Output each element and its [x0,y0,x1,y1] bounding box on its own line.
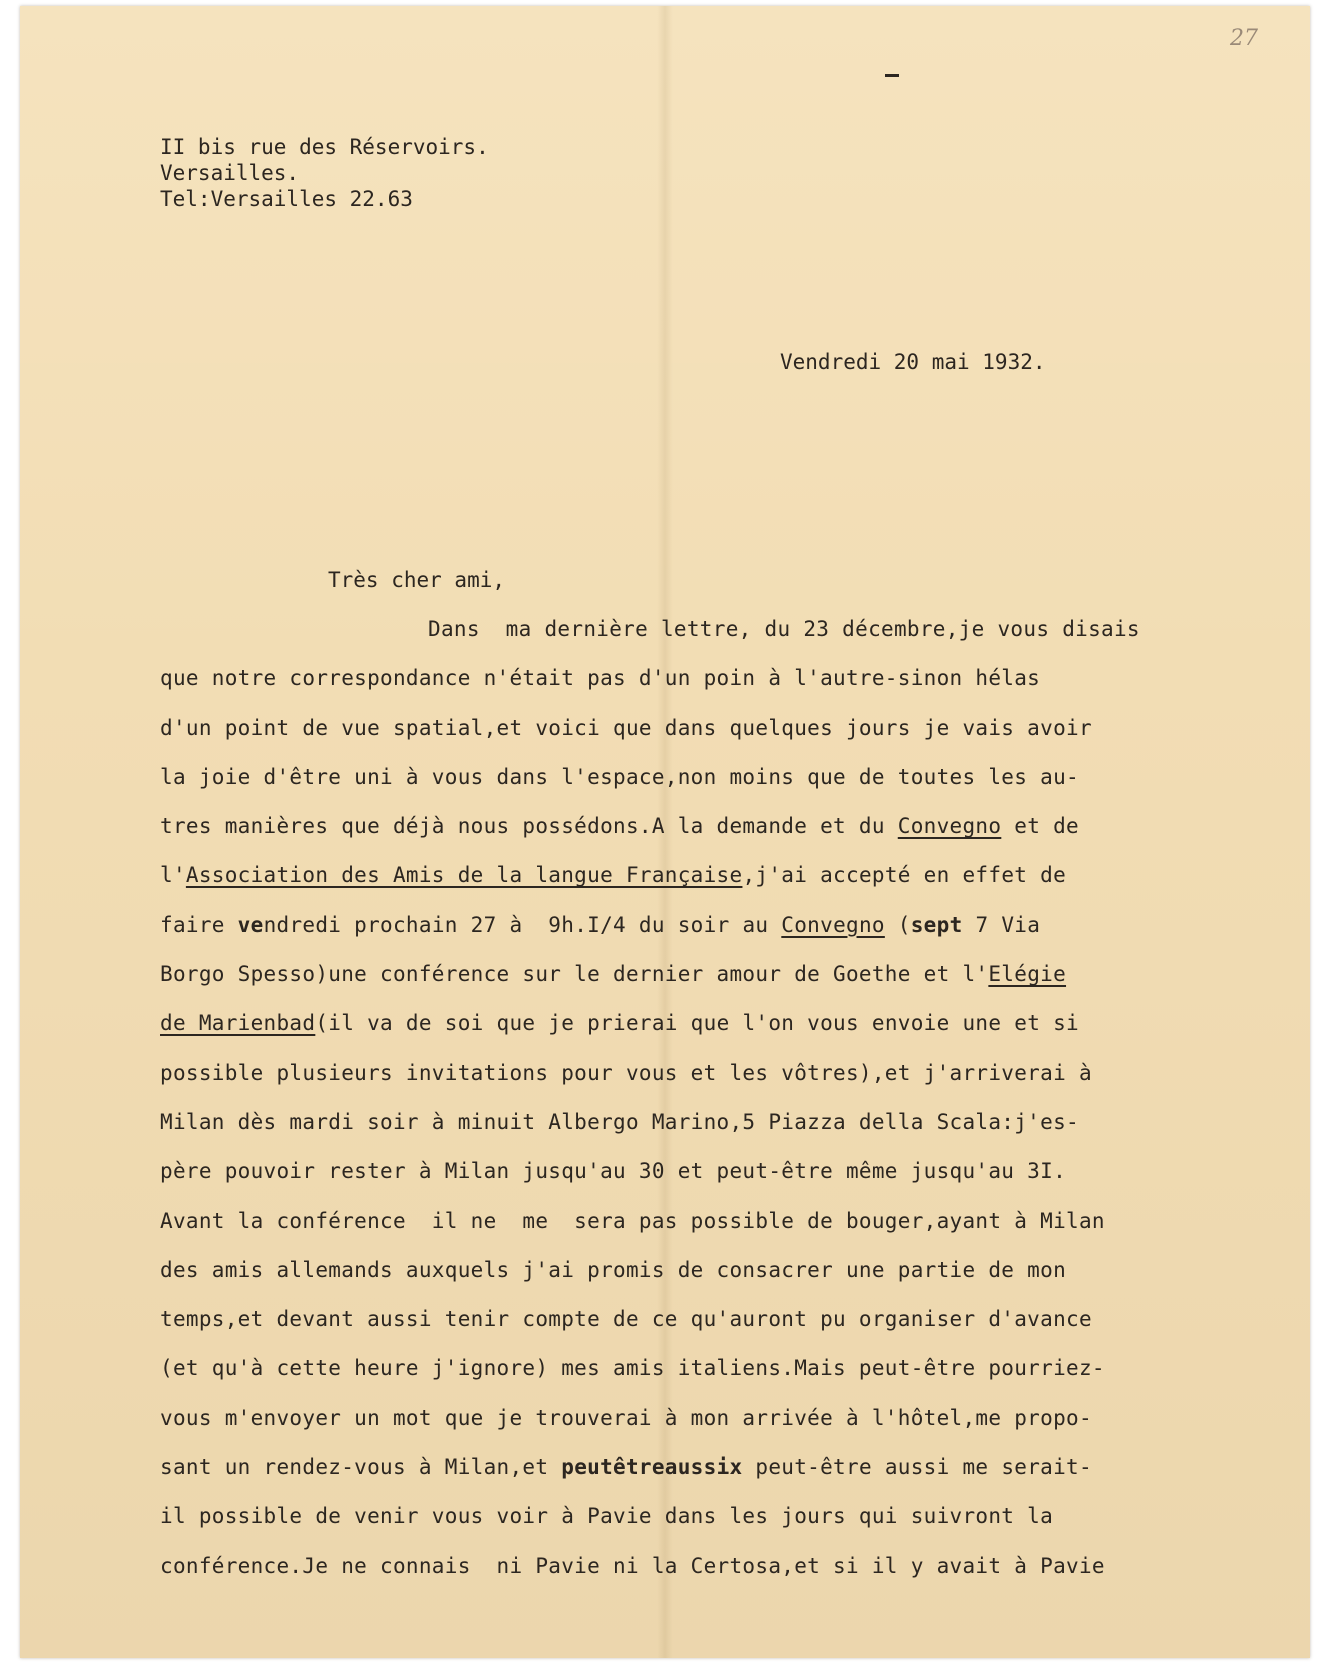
text-span: ( [884,912,911,937]
text-span: peut-être aussi me serait- [742,1455,1092,1480]
body-line: conférence.Je ne connais ni Pavie ni la Certosa,et si il y avait à Pavie [160,1553,1105,1578]
body-line: que notre correspondance n'était pas d'un poin à l'autre-sinon hélas [160,666,1041,691]
page-number: 27 [1230,26,1258,51]
body-line: possible plusieurs invitations pour vous et les vôtres),et j'arriverai à [160,1060,1092,1085]
letter-date: Vendredi 20 mai 1932. [780,350,1046,374]
body-line [160,814,1280,863]
body-line: il possible de venir vous voir à Pavie dans les jours qui suivront la [160,1504,1054,1529]
struck-text: peutêtreaussix [561,1455,743,1480]
text-span: (il va de soi que je prierai que l'on vous envoie une et si [315,1011,1079,1036]
underlined-title: Association des Amis de la langue Française [185,863,743,888]
address-city: Versailles. [160,161,300,185]
body-line [160,1455,1280,1504]
body-line [160,863,1280,912]
body-line [160,913,1280,962]
text-span: sant un rendez-vous à Milan,et [160,1455,562,1480]
body-line [160,962,1280,1011]
body-line: (et qu'à cette heure j'ignore) mes amis italiens.Mais peut-être pourriez- [160,1356,1105,1381]
address-phone: Tel:Versailles 22.63 [160,187,413,211]
body-line: vous m'envoyer un mot que je trouverai à mon arrivée à l'hôtel,me propo- [160,1405,1092,1430]
body-line: père pouvoir rester à Milan jusqu'au 30 et peut-être même jusqu'au 3I. [160,1159,1067,1184]
text-span: et de [1001,814,1079,839]
underlined-title: Convegno [897,814,1002,839]
text-span: faire [160,912,238,937]
body-line: Avant la conférence il ne me sera pas possible de bouger,ayant à Milan [160,1208,1105,1233]
struck-text: ve [237,912,264,937]
body-line: d'un point de vue spatial,et voici que dans quelques jours je vais avoir [160,715,1092,740]
address-street: II bis rue des Réservoirs. [160,135,489,159]
sender-address [160,134,489,212]
text-span: ,j'ai accepté en effet de [742,863,1067,888]
body-line: des amis allemands auxquels j'ai promis de consacrer une partie de mon [160,1257,1067,1282]
text-span: 7 Via [962,912,1041,937]
letter-body [160,617,1280,1603]
body-line: Milan dès mardi soir à minuit Albergo Marino,5 Piazza della Scala:j'es- [160,1109,1079,1134]
body-line [160,1011,1280,1060]
underlined-title: Elégie [988,962,1067,987]
text-span: tres manières que déjà nous possédons.A la demande et du [160,814,898,839]
text-span: l' [160,863,186,888]
body-line: temps,et devant aussi tenir compte de ce qu'auront pu organiser d'avance [160,1307,1092,1332]
underlined-title: de Marienbad [160,1011,316,1036]
letter-page [20,6,1310,1658]
body-line: la joie d'être uni à vous dans l'espace,non moins que de toutes les au- [160,764,1079,789]
salutation: Très cher ami, [328,568,506,592]
body-line: Dans ma dernière lettre, du 23 décembre,je vous disais [428,617,1140,641]
ink-mark [885,74,899,77]
text-span: Borgo Spesso)une conférence sur le dernier amour de Goethe et l' [160,962,989,987]
underlined-title: Convegno [781,912,885,937]
struck-text: sept [910,912,963,937]
text-span: ndredi prochain 27 à 9h.I/4 du soir au [263,912,782,937]
